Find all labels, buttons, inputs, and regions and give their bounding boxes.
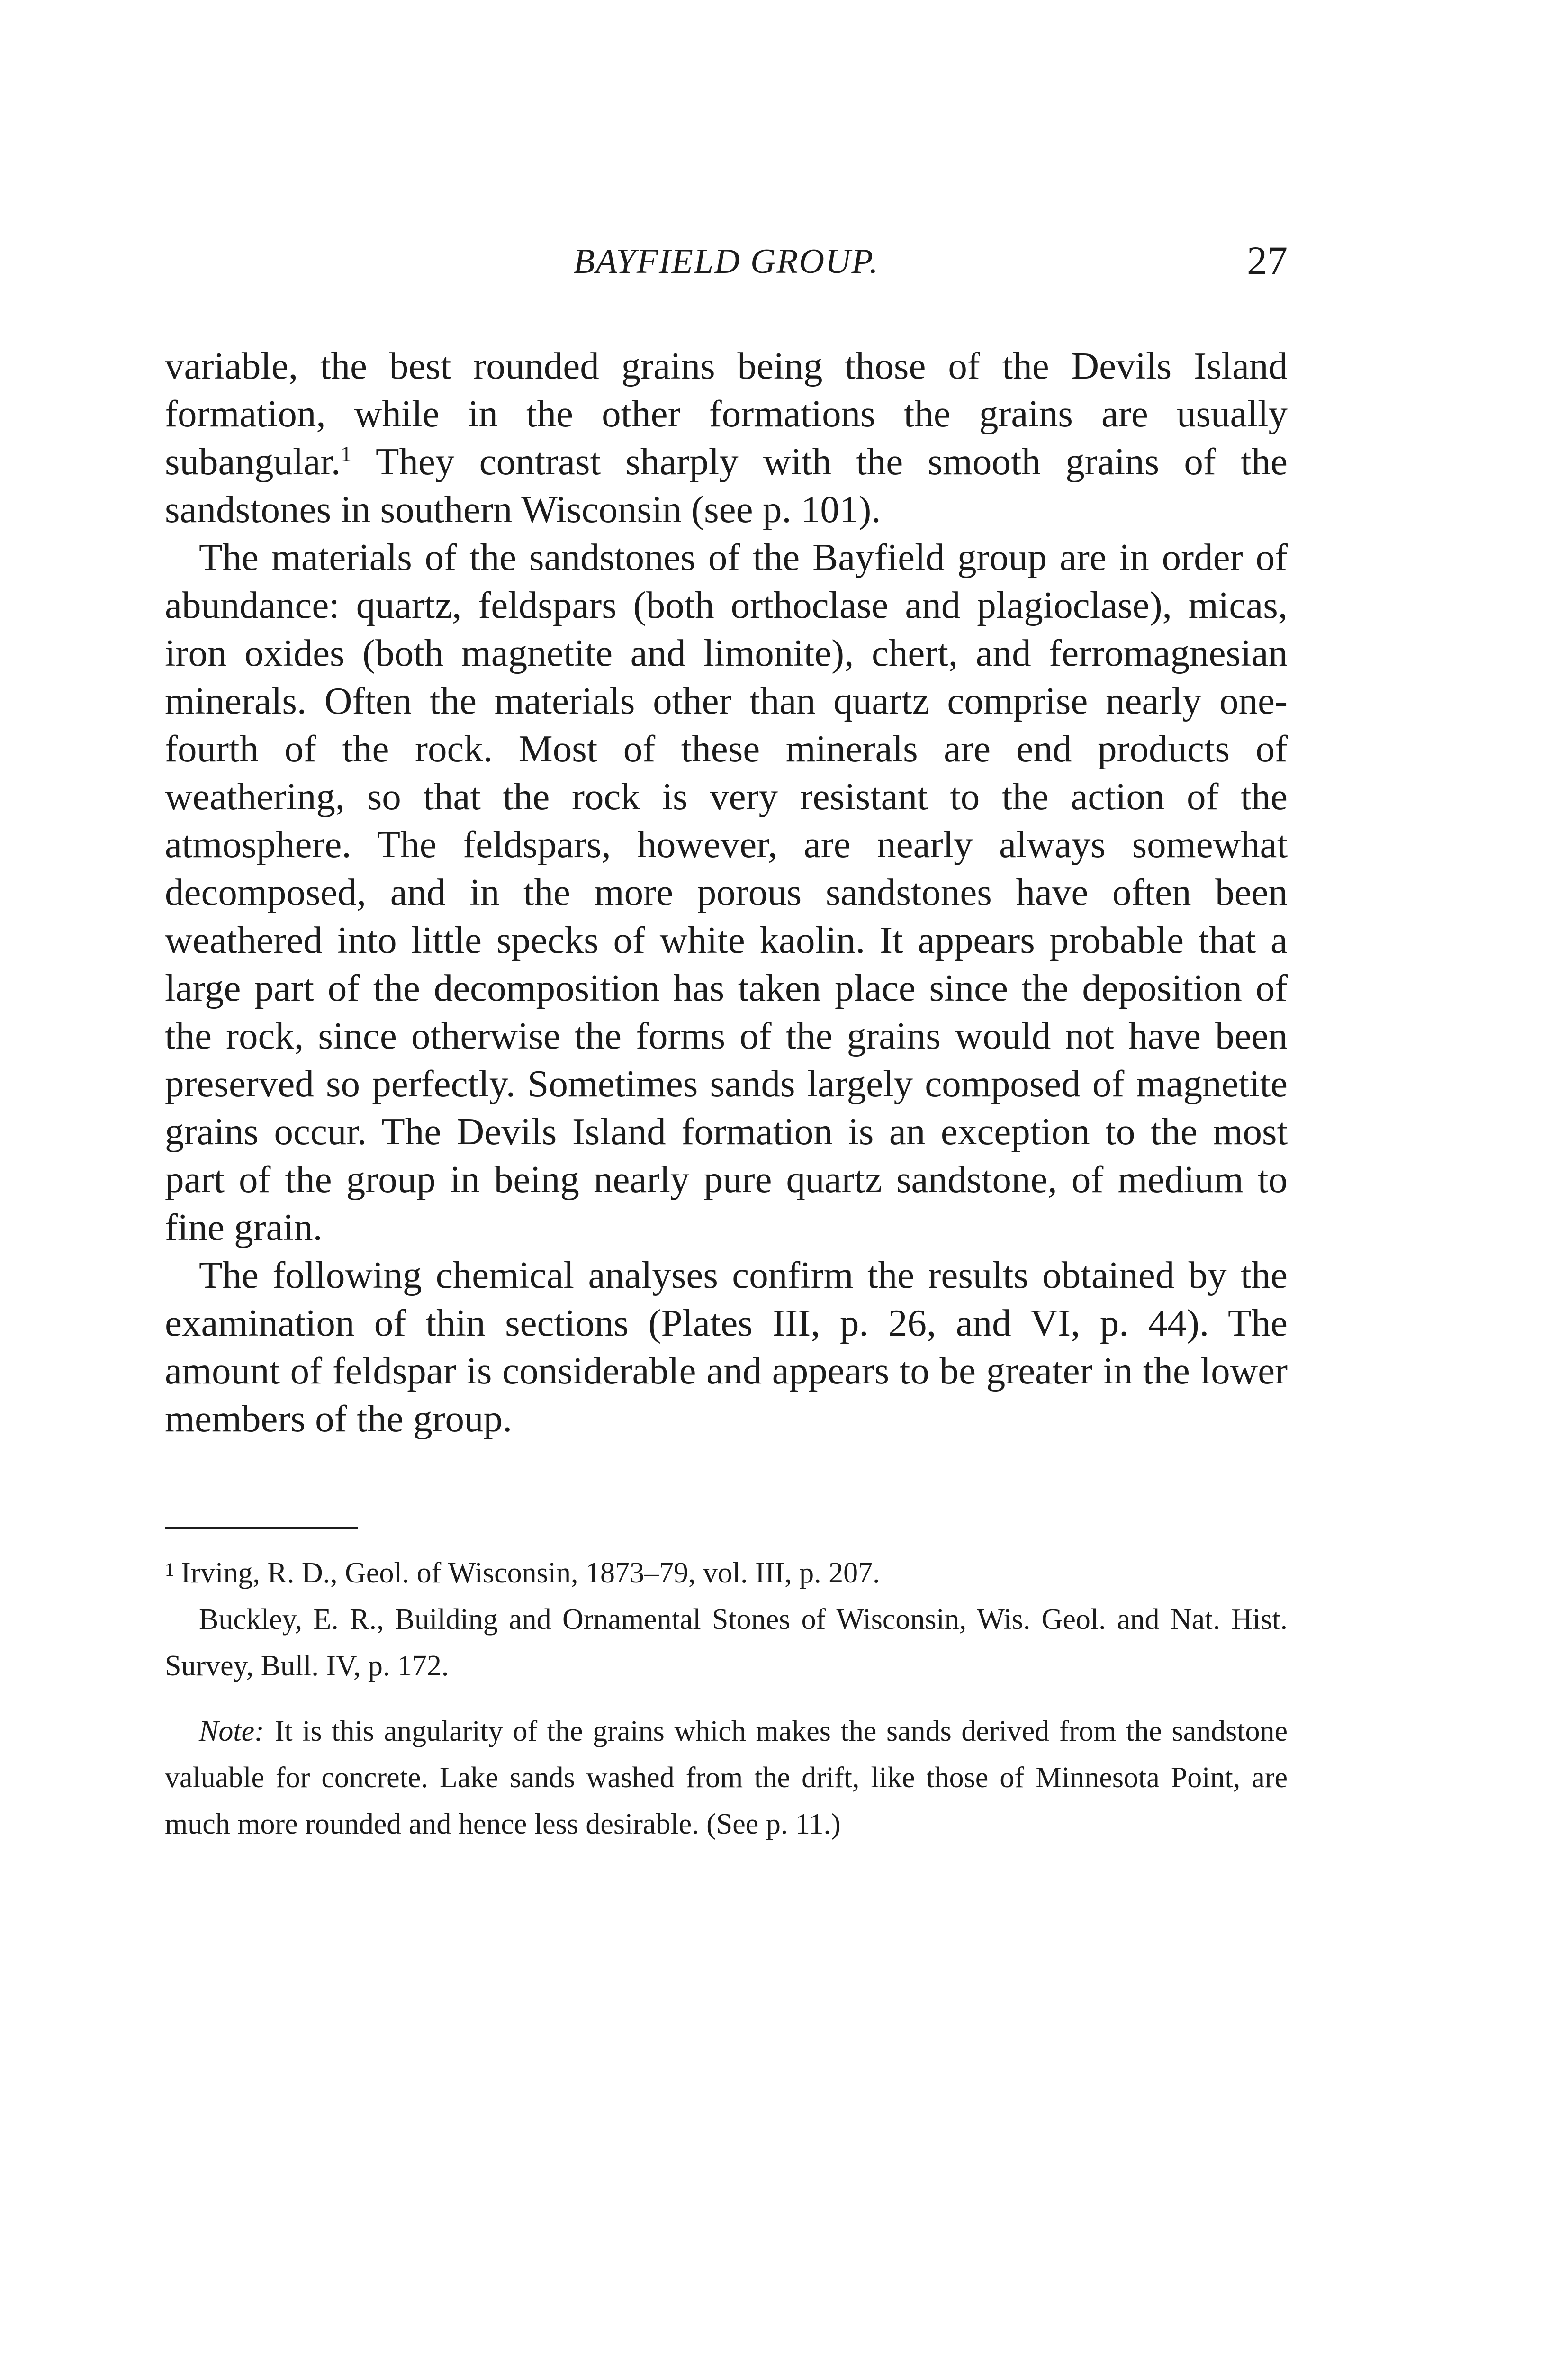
paragraph-1 xyxy=(165,342,1288,533)
running-title: BAYFIELD GROUP. xyxy=(573,242,879,281)
footnotes xyxy=(165,1546,1288,1689)
paragraph-2: The materials of the sandstones of the Bayfield group are in order of abundance: quartz, feldspars (both orthoclase and plagioclase), micas, iron oxides (both magnetite and limonite), chert, and ferromagnesian minerals. Often the materials other than quartz comprise nearly one-fourth of the rock. Most of these minerals are end products of weathering, so that the rock is very resistant to the action of the atmosphere. The feldspars, however, are nearly always somewhat decomposed, and in the more porous sandstones have often been weathered into little specks of white kaolin. It appears probable that a large part of the decomposition has taken place since the deposition of the rock, since otherwise the forms of the grains would not have been preserved so perfectly. Sometimes sands largely composed of magnetite grains occur. The Devils Island formation is an exception to the most part of the group in being nearly pure quartz sandstone, of medium to fine grain. xyxy=(165,536,1288,1248)
body-text xyxy=(165,342,1288,1443)
note-text: It is this angularity of the grains which makes the sands derived from the sandstone valuable for concrete. Lake sands washed from the drift, like those of Minnesota Point, are much more rounded and hence less desirable. (See p. 11.) xyxy=(165,1715,1288,1840)
footnote-rule xyxy=(165,1527,358,1529)
note xyxy=(165,1708,1288,1847)
note-label: Note: xyxy=(199,1715,264,1747)
page-number: 27 xyxy=(1247,238,1288,283)
running-head xyxy=(165,237,1288,289)
paragraph-1-text: variable, the best rounded grains being those of the Devils Island formation, while in the other formations the grains are usually subangular. xyxy=(165,344,1288,483)
paragraph-1-rest: They contrast sharply with the smooth grains of the sandstones in southern Wisconsin (see p. 101). xyxy=(165,440,1288,531)
footnote-mark: 1 xyxy=(165,1559,174,1580)
footnote-reference: 1 xyxy=(341,442,352,466)
footnote-1 xyxy=(165,1546,1288,1596)
paragraph-3: The following chemical analyses confirm the results obtained by the examination of thin sections (Plates III, p. 26, and VI, p. 44). The amount of feldspar is considerable and appears to be greater in the lower members of the group. xyxy=(165,1254,1288,1440)
footnote-2: Buckley, E. R., Building and Ornamental Stones of Wisconsin, Wis. Geol. and Nat. Hist. Survey, Bull. IV, p. 172. xyxy=(165,1603,1288,1682)
footnote-1-text: Irving, R. D., Geol. of Wisconsin, 1873–79, vol. III, p. 207. xyxy=(181,1557,880,1589)
